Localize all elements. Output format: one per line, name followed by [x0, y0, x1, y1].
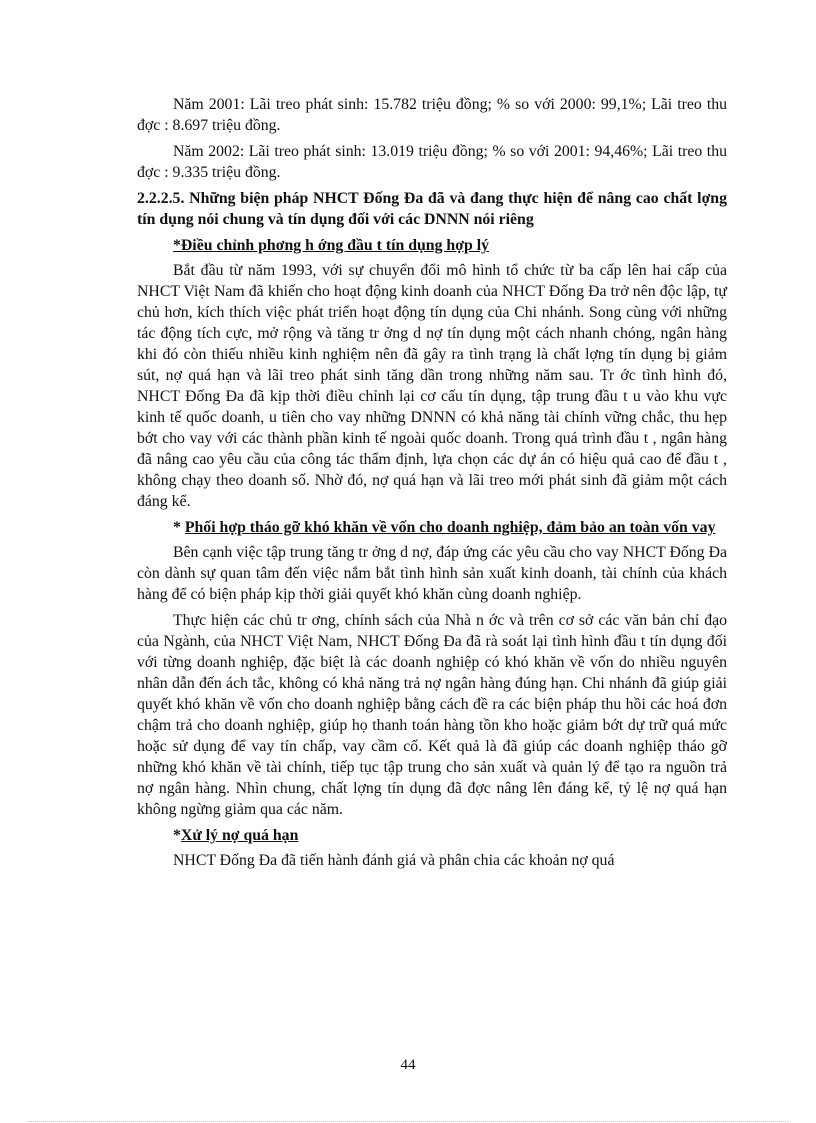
subheading-credit-direction	[137, 235, 727, 256]
subheading-overdue-debt-text: Xử lý nợ quá hạn	[180, 827, 299, 844]
subheading-overdue-debt	[137, 825, 727, 846]
page-bottom-divider	[28, 1121, 788, 1122]
page-number: 44	[400, 1057, 416, 1073]
document-page	[137, 94, 727, 876]
paragraph-capital-support-1: Bên cạnh việc tập trung tăng tr ởng d nợ, đáp ứng các yêu cầu cho vay NHCT Đống Đa còn dành sự quan tâm đến việc nắm bắt tình hình sản xuất kinh doanh, tài chính của khách hàng để có biện pháp kịp thời giải quyết khó khăn cùng doanh nghiệp.	[137, 544, 727, 603]
paragraph-overdue-debt: NHCT Đống Đa đã tiến hành đánh giá và phân chia các khoản nợ quá	[173, 852, 615, 869]
subheading-capital-support-prefix: *	[173, 519, 185, 536]
paragraph-2001: Năm 2001: Lãi treo phát sinh: 15.782 triệu đồng; % so với 2000: 99,1%; Lãi treo thu đợc : 8.697 triệu đồng.	[137, 96, 727, 134]
subheading-overdue-debt-prefix: *	[173, 827, 181, 844]
subheading-credit-direction-text: *Điều chỉnh phơng h ớng đầu t tín dụng hợp lý	[173, 237, 489, 254]
paragraph-2002: Năm 2002: Lãi treo phát sinh: 13.019 triệu đồng; % so với 2001: 94,46%; Lãi treo thu đợc : 9.335 triệu đồng.	[137, 143, 727, 181]
paragraph-capital-support-2: Thực hiện các chủ tr ơng, chính sách của Nhà n ớc và trên cơ sở các văn bản chỉ đạo của Ngành, của NHCT Việt Nam, NHCT Đống Đa đã rà soát lại tình hình đầu t tín dụng đối với từng doanh nghiệp, đặc biệt là các doanh nghiệp có khó khăn về vốn do nhiều nguyên nhân dẫn đến ách tắc, không có khả năng trả nợ ngân hàng đúng hạn. Chi nhánh đã giúp giải quyết khó khăn về vốn cho doanh nghiệp bằng cách đề ra các biện pháp thu hồi các hoá đơn chậm trả cho doanh nghiệp, giúp họ thanh toán hàng tồn kho hoặc giảm bớt dự trữ quá mức hoặc sử dụng để vay tín chấp, vay cầm cố. Kết quả là đã giúp các doanh nghiệp tháo gỡ những khó khăn về tài chính, tiếp tục tập trung cho sản xuất và quản lý để tạo ra nguồn trả nợ ngân hàng. Nhìn chung, chất lợng tín dụng đã đợc nâng lên đáng kể, tỷ lệ nợ quá hạn không ngừng giảm qua các năm.	[137, 612, 727, 818]
subheading-capital-support	[137, 517, 727, 538]
section-heading: 2.2.2.5. Những biện pháp NHCT Đống Đa đã và đang thực hiện để nâng cao chất lợng tín dụng nói chung và tín dụng đối với các DNNN nói riêng	[137, 190, 727, 228]
subheading-capital-support-text: Phối hợp tháo gỡ khó khăn về vốn cho doanh nghiệp, đảm bảo an toàn vốn vay	[184, 519, 716, 536]
paragraph-credit-direction: Bắt đầu từ năm 1993, với sự chuyển đổi mô hình tổ chức từ ba cấp lên hai cấp của NHCT Việt Nam đã khiến cho hoạt động kinh doanh của NHCT Đống Đa trở nên độc lập, tự chủ hơn, kích thích việc phát triển hoạt động tín dụng của Chi nhánh. Song cùng với những tác động tích cực, mở rộng và tăng tr ởng d nợ tín dụng một cách nhanh chóng, ngân hàng khi đó còn thiếu nhiều kinh nghiệm nên đã gây ra tình trạng là chất lợng tín dụng bị giảm sút, nợ quá hạn và lãi treo phát sinh tăng dần trong những năm sau. Tr ớc tình hình đó, NHCT Đống Đa đã kịp thời điều chỉnh lại cơ cấu tín dụng, tập trung đầu t u vào khu vực kinh tế quốc doanh, u tiên cho vay những DNNN có khả năng tài chính vững chắc, thu hẹp bớt cho vay với các thành phần kinh tế ngoài quốc doanh. Trong quá trình đầu t , ngân hàng đã nâng cao yêu cầu của công tác thẩm định, lựa chọn các dự án có hiệu quả cao để đầu t , không chạy theo doanh số. Nhờ đó, nợ quá hạn và lãi treo mới phát sinh đã giảm một cách đáng kể.	[137, 262, 727, 510]
